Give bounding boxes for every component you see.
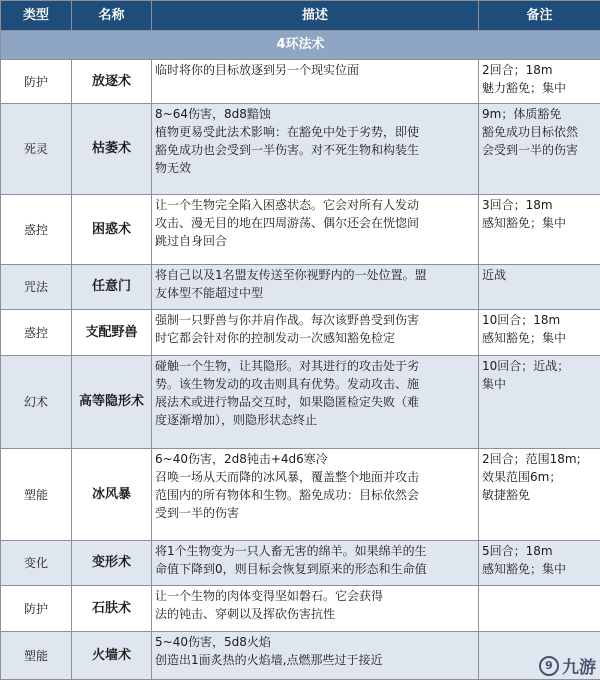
note-line: 感知豁免；集中	[482, 216, 567, 230]
description-line: 度逐渐增加），则隐形状态终止	[155, 413, 318, 427]
spell-type: 死灵	[1, 104, 72, 195]
spell-description	[152, 310, 479, 356]
description-line: 攻击、漫无目的地在四周游荡、偶尔还会在恍惚间	[155, 216, 420, 230]
spell-description	[152, 586, 479, 632]
spell-note	[479, 586, 600, 632]
spell-name: 火墙术	[72, 632, 152, 680]
description-line: 召唤一场从天而降的冰风暴，覆盖整个地面并攻击	[155, 470, 420, 484]
spell-type: 惑控	[1, 195, 72, 265]
description-line: 势。该生物发动的攻击则具有优势。发动攻击、施	[155, 377, 420, 391]
note-line: 10回合；近战；	[482, 359, 570, 373]
note-line: 3回合；18m	[482, 198, 553, 212]
note-line: 2回合；18m	[482, 63, 553, 77]
description-line: 将1个生物变为一只人畜无害的绵羊。如果绵羊的生	[155, 544, 427, 558]
description-line: 让一个生物的肉体变得坚如磐石。它会获得	[155, 589, 384, 603]
note-line: 9m；体质豁免	[482, 107, 562, 121]
description-line: 8~64伤害，8d8黯蚀	[155, 107, 271, 121]
spell-type: 咒法	[1, 265, 72, 310]
table-row	[1, 586, 600, 632]
spell-type: 幻术	[1, 356, 72, 449]
spell-name: 支配野兽	[72, 310, 152, 356]
note-line: 敏捷豁免	[482, 488, 531, 502]
note-line: 豁免成功目标依然	[482, 125, 579, 139]
description-line: 范围内的所有物体和生物。豁免成功：目标依然会	[155, 488, 420, 502]
spell-type: 防护	[1, 60, 72, 104]
spell-name: 任意门	[72, 265, 152, 310]
col-header-desc: 描述	[152, 1, 479, 31]
spell-note	[479, 449, 600, 541]
table-row	[1, 60, 600, 104]
description-line: 受到一半的伤害	[155, 506, 240, 520]
description-line: 友体型不能超过中型	[155, 286, 264, 300]
note-line: 近战	[482, 268, 507, 282]
spell-name: 枯萎术	[72, 104, 152, 195]
table-row	[1, 265, 600, 310]
note-line: 2回合；范围18m;	[482, 452, 581, 466]
note-line: 会受到一半的伤害	[482, 143, 579, 157]
watermark-text: 九游	[562, 658, 596, 678]
description-line: 时它都会针对你的控制发动一次感知豁免检定	[155, 331, 396, 345]
spell-type: 惑控	[1, 310, 72, 356]
description-line: 碰触一个生物，让其隐形。对其进行的攻击处于劣	[155, 359, 420, 373]
description-line: 展法术或进行物品交互时，如果隐匿检定失败（难	[155, 395, 420, 409]
spell-description	[152, 356, 479, 449]
description-line: 命值下降到0，则目标会恢复到原来的形态和生命值	[155, 562, 427, 576]
col-header-type: 类型	[1, 1, 72, 31]
spell-name: 高等隐形术	[72, 356, 152, 449]
spell-note	[479, 104, 600, 195]
spell-description	[152, 195, 479, 265]
spell-name: 石肤术	[72, 586, 152, 632]
spell-description	[152, 104, 479, 195]
watermark-logo-icon: 9	[539, 656, 559, 676]
col-header-note: 备注	[479, 1, 600, 31]
spell-note	[479, 265, 600, 310]
spell-name: 冰风暴	[72, 449, 152, 541]
table-row	[1, 632, 600, 680]
note-line: 10回合；18m	[482, 313, 561, 327]
spell-note	[479, 310, 600, 356]
description-line: 法的钝击、穿刺以及挥砍伤害抗性	[155, 607, 336, 621]
description-line: 让一个生物完全陷入困惑状态。它会对所有人发动	[155, 198, 420, 212]
header-row	[1, 1, 600, 31]
spell-type: 变化	[1, 541, 72, 586]
description-line: 物无效	[155, 161, 192, 175]
spell-type: 塑能	[1, 632, 72, 680]
watermark	[539, 653, 596, 678]
spell-description	[152, 541, 479, 586]
description-line: 植物更易受此法术影响：在豁免中处于劣势，即使	[155, 125, 420, 139]
spell-type: 塑能	[1, 449, 72, 541]
spell-name: 变形术	[72, 541, 152, 586]
spell-note	[479, 195, 600, 265]
description-line: 临时将你的目标放逐到另一个现实位面	[155, 63, 360, 77]
description-line: 将自己以及1名盟友传送至你视野内的一处位置。盟	[155, 268, 427, 282]
table-row	[1, 541, 600, 586]
table-row	[1, 449, 600, 541]
description-line: 创造出1面炙热的火焰墙,点燃那些过于接近	[155, 653, 383, 667]
note-line: 集中	[482, 377, 507, 391]
spell-note	[479, 541, 600, 586]
note-line: 感知豁免；集中	[482, 562, 567, 576]
note-line: 魅力豁免；集中	[482, 81, 567, 95]
spell-type: 防护	[1, 586, 72, 632]
spell-description	[152, 449, 479, 541]
spell-description	[152, 632, 479, 680]
spell-name: 放逐术	[72, 60, 152, 104]
table-row	[1, 195, 600, 265]
section-row	[1, 31, 600, 60]
note-line: 感知豁免；集中	[482, 331, 567, 345]
table-row	[1, 104, 600, 195]
note-line: 效果范围6m；	[482, 470, 562, 484]
section-title: 4环法术	[1, 31, 600, 60]
note-line: 5回合；18m	[482, 544, 553, 558]
spell-note	[479, 60, 600, 104]
spell-note	[479, 356, 600, 449]
description-line: 6~40伤害，2d8钝击+4d6寒冷	[155, 452, 328, 466]
description-line: 强制一只野兽与你并肩作战。每次该野兽受到伤害	[155, 313, 420, 327]
table-row	[1, 356, 600, 449]
description-line: 5~40伤害，5d8火焰	[155, 635, 271, 649]
table-row	[1, 310, 600, 356]
spell-description	[152, 265, 479, 310]
col-header-name: 名称	[72, 1, 152, 31]
description-line: 豁免成功也会受到一半伤害。对不死生物和构装生	[155, 143, 420, 157]
spell-description	[152, 60, 479, 104]
description-line: 跳过自身回合	[155, 234, 228, 248]
spell-name: 困惑术	[72, 195, 152, 265]
